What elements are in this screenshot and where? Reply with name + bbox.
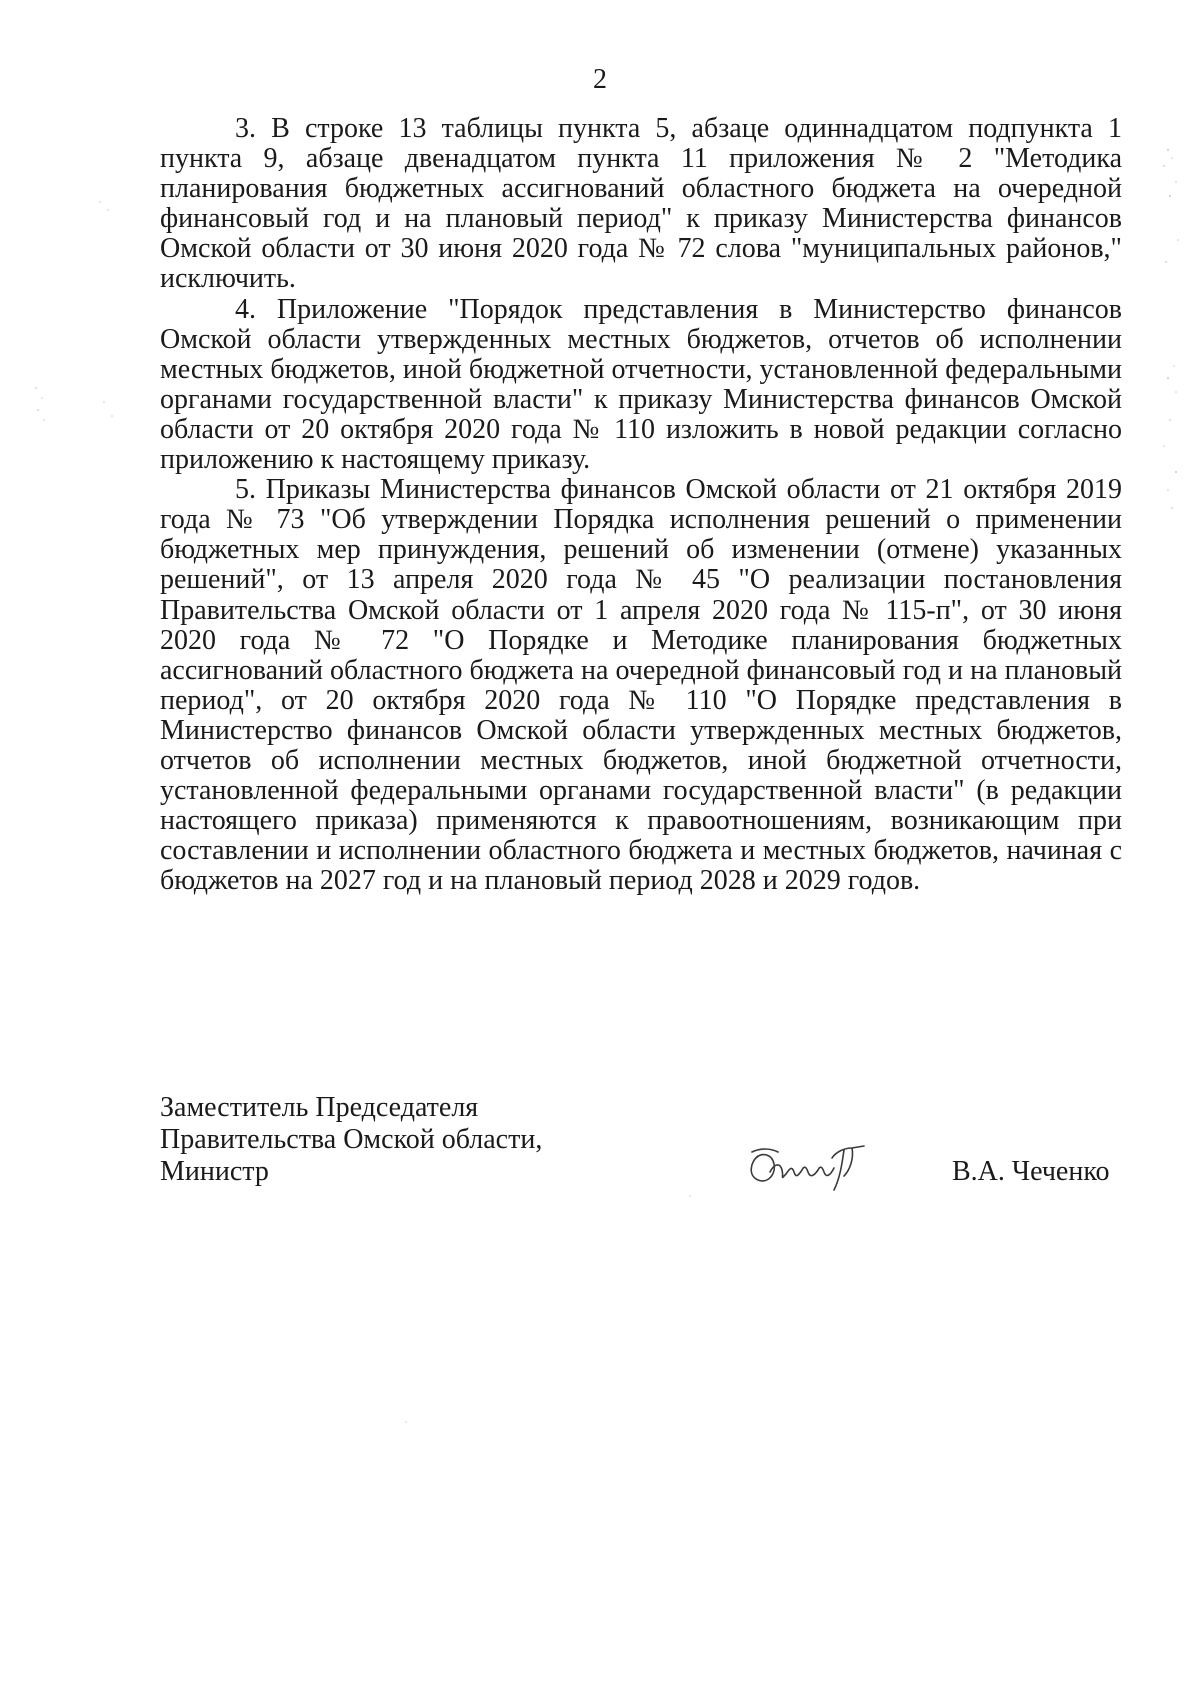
signatory-position	[160, 1092, 542, 1188]
page-number: 2	[593, 64, 607, 95]
handwritten-signature-icon	[740, 1118, 890, 1198]
position-line: Министр	[160, 1156, 269, 1187]
paragraph-5: 5. Приказы Министерства финансов Омской области от 21 октября 2019 года № 73 "Об утверждении Порядка исполнения решений о применении бюджетных мер принуждения, решений об изменении (отмене) указанных решений", от 13 апреля 2020 года № 45 "О реализации постановления Правительства Омской области от 1 апреля 2020 года № 115-п", от 30 июня 2020 года № 72 "О Порядке и Методике планирования бюджетных ассигнований областного бюджета на очередной финансовый год и на плановый период", от 20 октября 2020 года № 110 "О Порядке представления в Министерство финансов Омской области утвержденных местных бюджетов, отчетов об исполнении местных бюджетов, иной бюджетной отчетности, установленной федеральными органами государственной власти" (в редакции настоящего приказа) применяются к правоотношениям, возникающим при составлении и исполнении областного бюджета и местных бюджетов, начиная с бюджетов на 2027 год и на плановый период 2028 и 2029 годов.	[160, 474, 1122, 897]
document-body	[160, 114, 1122, 896]
signer-name: В.А. Чеченко	[952, 1156, 1110, 1187]
position-line: Правительства Омской области,	[160, 1124, 543, 1155]
paragraph-4: 4. Приложение "Порядок представления в Министерство финансов Омской области утвержденных местных бюджетов, отчетов об исполнении местных бюджетов, иной бюджетной отчетности, установленной федеральными органами государственной власти" к приказу Министерства финансов Омской области от 20 октября 2020 года № 110 изложить в новой редакции согласно приложению к настоящему приказу.	[160, 293, 1122, 476]
paragraph-3: 3. В строке 13 таблицы пункта 5, абзаце одиннадцатом подпункта 1 пункта 9, абзаце двенадцатом пункта 11 приложения № 2 "Методика планирования бюджетных ассигнований областного бюджета на очередной финансовый год и на плановый период" к приказу Министерства финансов Омской области от 30 июня 2020 года № 72 слова "муниципальных районов," исключить.	[160, 113, 1122, 295]
position-line: Заместитель Председателя	[160, 1092, 479, 1123]
